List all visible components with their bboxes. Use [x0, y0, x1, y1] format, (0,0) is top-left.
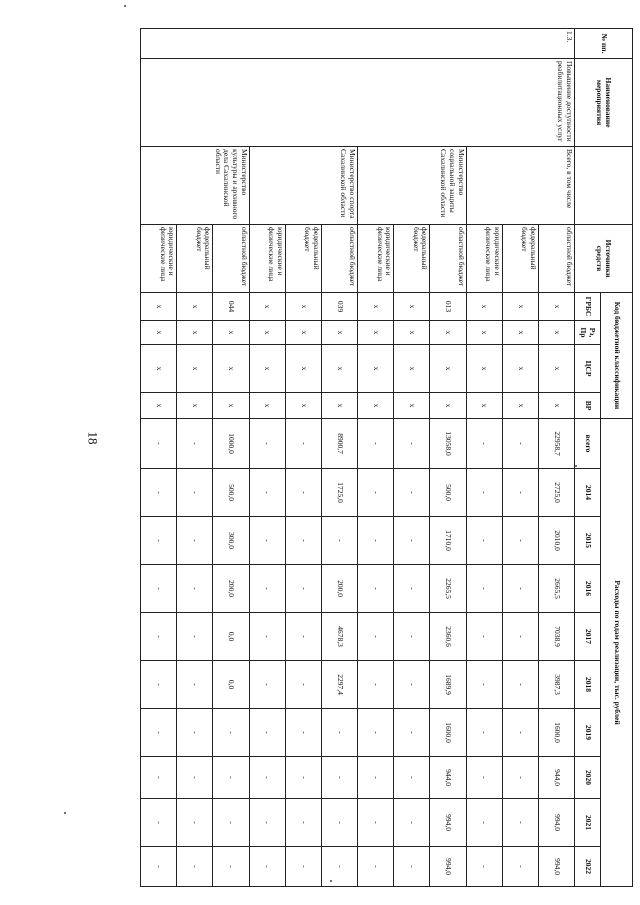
year-value-cell: -: [466, 757, 502, 799]
source-cell: юридические и физические лица: [358, 225, 394, 293]
rz-cell: x: [430, 321, 466, 345]
rz-cell: x: [466, 321, 502, 345]
header-responsible: [575, 147, 633, 225]
year-value-cell: 994,0: [430, 847, 466, 887]
year-value-cell: -: [213, 709, 249, 757]
source-cell: юридические и физические лица: [466, 225, 502, 293]
year-value-cell: -: [213, 757, 249, 799]
year-value-cell: 2360,6: [430, 613, 466, 661]
year-value-cell: -: [321, 757, 357, 799]
total-cell: -: [502, 419, 538, 469]
csr-cell: x: [394, 345, 430, 393]
year-value-cell: -: [321, 799, 357, 847]
year-value-cell: -: [394, 709, 430, 757]
total-cell: -: [249, 419, 285, 469]
year-value-cell: -: [394, 565, 430, 613]
year-value-cell: -: [249, 757, 285, 799]
year-value-cell: -: [249, 517, 285, 565]
total-cell: 13058,0: [430, 419, 466, 469]
year-value-cell: -: [177, 565, 213, 613]
grbs-cell: x: [358, 293, 394, 321]
header-year: 2017: [575, 613, 601, 661]
year-value-cell: 2297,4: [321, 661, 357, 709]
responsible-cell: Всего, в том числе: [466, 147, 574, 225]
csr-cell: x: [321, 345, 357, 393]
header-name: Наименование мероприятия: [575, 59, 633, 147]
grbs-cell: 039: [321, 293, 357, 321]
header-year: 2019: [575, 709, 601, 757]
year-value-cell: -: [285, 469, 321, 517]
year-value-cell: -: [321, 847, 357, 887]
scan-speck: [575, 465, 577, 467]
table-row: [213, 29, 249, 887]
year-value-cell: -: [394, 469, 430, 517]
year-value-cell: -: [213, 847, 249, 887]
rz-cell: x: [177, 321, 213, 345]
scan-speck: [64, 812, 66, 814]
csr-cell: x: [538, 345, 574, 393]
vr-cell: x: [177, 393, 213, 419]
year-value-cell: -: [141, 709, 177, 757]
vr-cell: x: [358, 393, 394, 419]
total-cell: -: [358, 419, 394, 469]
year-value-cell: 500,0: [213, 469, 249, 517]
header-year: 2022: [575, 847, 601, 887]
year-value-cell: -: [177, 517, 213, 565]
year-value-cell: -: [285, 517, 321, 565]
year-value-cell: -: [466, 847, 502, 887]
vr-cell: x: [430, 393, 466, 419]
csr-cell: x: [285, 345, 321, 393]
source-cell: юридические и физические лица: [141, 225, 177, 293]
year-value-cell: -: [466, 709, 502, 757]
header-year: 2016: [575, 565, 601, 613]
total-cell: -: [141, 419, 177, 469]
csr-cell: x: [249, 345, 285, 393]
year-value-cell: -: [358, 613, 394, 661]
header-year: 2020: [575, 757, 601, 799]
year-value-cell: 1600,0: [430, 709, 466, 757]
year-value-cell: 1710,0: [430, 517, 466, 565]
scan-speck: [330, 880, 332, 882]
page-number: 18: [85, 431, 101, 445]
year-value-cell: 1689,9: [430, 661, 466, 709]
year-value-cell: -: [321, 709, 357, 757]
year-value-cell: -: [285, 613, 321, 661]
rotated-table-container: [140, 28, 633, 882]
grbs-cell: x: [502, 293, 538, 321]
year-value-cell: -: [394, 757, 430, 799]
table-row: [538, 29, 574, 887]
csr-cell: x: [213, 345, 249, 393]
year-value-cell: -: [249, 799, 285, 847]
year-value-cell: 2265,5: [430, 565, 466, 613]
total-cell: -: [394, 419, 430, 469]
year-value-cell: -: [466, 661, 502, 709]
vr-cell: x: [249, 393, 285, 419]
year-value-cell: 500,0: [430, 469, 466, 517]
header-code-group: Код бюджетной классификации: [601, 293, 633, 419]
year-value-cell: -: [177, 709, 213, 757]
year-value-cell: 2010,0: [538, 517, 574, 565]
total-cell: 22958,7: [538, 419, 574, 469]
year-value-cell: -: [466, 565, 502, 613]
year-value-cell: 2725,0: [538, 469, 574, 517]
csr-cell: x: [177, 345, 213, 393]
year-value-cell: 994,0: [538, 847, 574, 887]
rz-cell: x: [538, 321, 574, 345]
year-value-cell: -: [394, 847, 430, 887]
budget-table: [140, 28, 633, 887]
grbs-cell: x: [538, 293, 574, 321]
row-number-cell: 1.3.: [141, 29, 575, 59]
year-value-cell: -: [141, 847, 177, 887]
responsible-cell: Министерство спорта Сахалинской области: [249, 147, 357, 225]
grbs-cell: 044: [213, 293, 249, 321]
header-num: № пп.: [575, 29, 633, 59]
rz-cell: x: [249, 321, 285, 345]
year-value-cell: -: [502, 709, 538, 757]
year-value-cell: -: [285, 661, 321, 709]
rz-cell: x: [358, 321, 394, 345]
year-value-cell: -: [177, 847, 213, 887]
year-value-cell: -: [177, 613, 213, 661]
csr-cell: x: [358, 345, 394, 393]
year-value-cell: -: [285, 799, 321, 847]
grbs-cell: x: [141, 293, 177, 321]
source-cell: областной бюджет: [538, 225, 574, 293]
vr-cell: x: [466, 393, 502, 419]
year-value-cell: -: [141, 661, 177, 709]
year-value-cell: 7038,9: [538, 613, 574, 661]
grbs-cell: x: [466, 293, 502, 321]
year-value-cell: -: [358, 709, 394, 757]
year-value-cell: 2665,5: [538, 565, 574, 613]
year-value-cell: -: [358, 757, 394, 799]
table-body: [141, 29, 575, 887]
total-cell: -: [285, 419, 321, 469]
source-cell: федеральный бюджет: [394, 225, 430, 293]
year-value-cell: -: [321, 517, 357, 565]
rz-cell: x: [285, 321, 321, 345]
vr-cell: x: [394, 393, 430, 419]
header-csr: ЦСР: [575, 345, 601, 393]
source-cell: областной бюджет: [430, 225, 466, 293]
year-value-cell: -: [466, 517, 502, 565]
vr-cell: x: [502, 393, 538, 419]
year-value-cell: 1600,0: [538, 709, 574, 757]
year-value-cell: -: [141, 613, 177, 661]
year-value-cell: -: [285, 847, 321, 887]
vr-cell: x: [321, 393, 357, 419]
grbs-cell: 013: [430, 293, 466, 321]
year-value-cell: 944,0: [538, 757, 574, 799]
year-value-cell: 0,0: [213, 613, 249, 661]
year-value-cell: -: [502, 469, 538, 517]
csr-cell: x: [141, 345, 177, 393]
responsible-cell: Министерство культуры и архивного дела Сахалинской области: [141, 147, 250, 225]
year-value-cell: 0,0: [213, 661, 249, 709]
year-value-cell: -: [502, 565, 538, 613]
total-cell: -: [177, 419, 213, 469]
table-row: [321, 29, 357, 887]
header-source: Источники средств: [575, 225, 633, 293]
year-value-cell: 4678,3: [321, 613, 357, 661]
year-value-cell: -: [141, 517, 177, 565]
year-value-cell: -: [249, 565, 285, 613]
year-value-cell: -: [249, 469, 285, 517]
year-value-cell: -: [394, 661, 430, 709]
year-value-cell: -: [249, 613, 285, 661]
year-value-cell: -: [213, 799, 249, 847]
year-value-cell: -: [502, 799, 538, 847]
year-value-cell: -: [394, 613, 430, 661]
year-value-cell: 944,0: [430, 757, 466, 799]
year-value-cell: -: [141, 565, 177, 613]
grbs-cell: x: [177, 293, 213, 321]
year-value-cell: -: [502, 517, 538, 565]
year-value-cell: -: [177, 757, 213, 799]
header-year: 2018: [575, 661, 601, 709]
year-value-cell: 994,0: [430, 799, 466, 847]
year-value-cell: -: [502, 847, 538, 887]
header-grbs: ГРБС: [575, 293, 601, 321]
year-value-cell: -: [141, 799, 177, 847]
year-value-cell: -: [285, 757, 321, 799]
year-value-cell: -: [466, 613, 502, 661]
year-value-cell: -: [358, 799, 394, 847]
total-cell: 1000,0: [213, 419, 249, 469]
source-cell: областной бюджет: [321, 225, 357, 293]
header-year: 2015: [575, 517, 601, 565]
year-value-cell: -: [358, 517, 394, 565]
year-value-cell: -: [394, 799, 430, 847]
csr-cell: x: [466, 345, 502, 393]
year-value-cell: -: [177, 469, 213, 517]
source-cell: федеральный бюджет: [502, 225, 538, 293]
year-value-cell: 200,0: [321, 565, 357, 613]
year-value-cell: -: [249, 709, 285, 757]
year-value-cell: -: [394, 517, 430, 565]
header-year: 2014: [575, 469, 601, 517]
measure-name-cell: Повышение доступности реабилитационных услуг: [141, 59, 575, 147]
responsible-cell: Министерство социальной защиты Сахалинской области: [358, 147, 466, 225]
year-value-cell: -: [502, 661, 538, 709]
table-row: [430, 29, 466, 887]
rz-cell: x: [394, 321, 430, 345]
source-cell: юридические и физические лица: [249, 225, 285, 293]
rz-cell: x: [213, 321, 249, 345]
header-year: 2021: [575, 799, 601, 847]
year-value-cell: -: [358, 847, 394, 887]
scan-speck: [124, 5, 126, 7]
year-value-cell: -: [177, 661, 213, 709]
year-value-cell: -: [249, 661, 285, 709]
vr-cell: x: [213, 393, 249, 419]
year-value-cell: -: [249, 847, 285, 887]
vr-cell: x: [285, 393, 321, 419]
source-cell: федеральный бюджет: [285, 225, 321, 293]
year-value-cell: -: [358, 469, 394, 517]
year-value-cell: -: [466, 469, 502, 517]
rz-cell: x: [321, 321, 357, 345]
source-cell: федеральный бюджет: [177, 225, 213, 293]
year-value-cell: 200,0: [213, 565, 249, 613]
header-rz: Рз, Пр: [575, 321, 601, 345]
csr-cell: x: [430, 345, 466, 393]
year-value-cell: -: [141, 469, 177, 517]
grbs-cell: x: [249, 293, 285, 321]
year-value-cell: 300,0: [213, 517, 249, 565]
year-value-cell: -: [285, 709, 321, 757]
rz-cell: x: [141, 321, 177, 345]
vr-cell: x: [538, 393, 574, 419]
grbs-cell: x: [285, 293, 321, 321]
year-value-cell: 994,0: [538, 799, 574, 847]
year-value-cell: -: [177, 799, 213, 847]
grbs-cell: x: [394, 293, 430, 321]
csr-cell: x: [502, 345, 538, 393]
year-value-cell: 1725,0: [321, 469, 357, 517]
year-value-cell: -: [358, 565, 394, 613]
year-value-cell: -: [502, 613, 538, 661]
year-value-cell: -: [466, 799, 502, 847]
total-cell: 8900,7: [321, 419, 357, 469]
rz-cell: x: [502, 321, 538, 345]
year-value-cell: 3987,3: [538, 661, 574, 709]
year-value-cell: -: [358, 661, 394, 709]
header-total: всего: [575, 419, 601, 469]
vr-cell: x: [141, 393, 177, 419]
year-value-cell: -: [141, 757, 177, 799]
year-value-cell: -: [502, 757, 538, 799]
source-cell: областной бюджет: [213, 225, 249, 293]
year-value-cell: -: [285, 565, 321, 613]
total-cell: -: [466, 419, 502, 469]
header-vr: ВР: [575, 393, 601, 419]
header-expenses-group: Расходы по годам реализации, тыс. рублей: [601, 419, 633, 887]
